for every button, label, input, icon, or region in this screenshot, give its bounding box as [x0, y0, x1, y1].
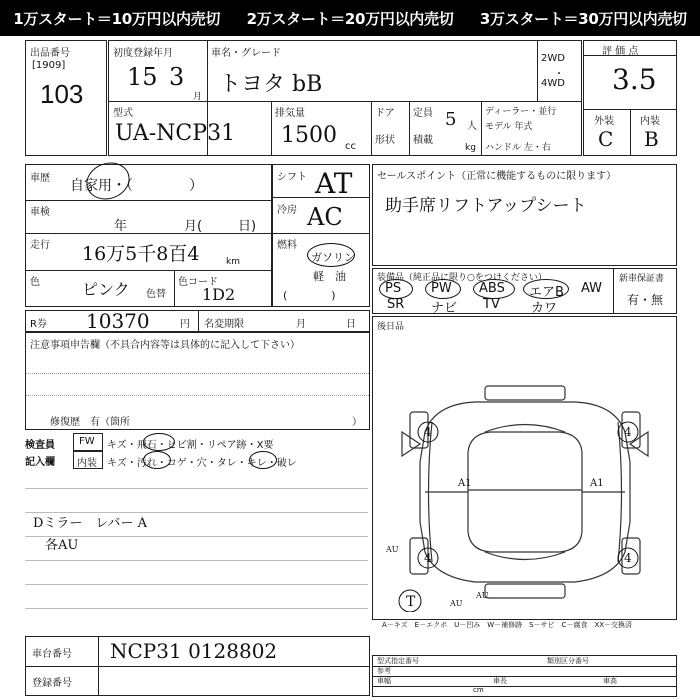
- color-change-label: 色替: [146, 289, 166, 300]
- lot-number-box: [25, 40, 107, 156]
- abs-circle: [473, 279, 515, 299]
- private-use-circle: [81, 157, 135, 206]
- fuel-diesel: 軽 油: [313, 270, 346, 283]
- banner-start-3: 3万スタート＝30万円以内売切: [479, 9, 687, 28]
- history-label: 車歴: [30, 173, 50, 184]
- ac-label: 冷房: [277, 205, 297, 216]
- inspection-year: 年: [114, 219, 128, 234]
- model-value: UA-NCP31: [115, 121, 236, 146]
- damage-mark-right: A1: [590, 478, 604, 489]
- banner-start-2: 2万スタート＝20万円以内売切: [246, 9, 454, 28]
- shift-box: [272, 164, 370, 307]
- spec-type-number: 型式指定番号: [377, 657, 419, 665]
- spec-class-number: 類別区分番号: [547, 657, 589, 665]
- displacement-label: 排気量: [275, 108, 305, 119]
- equip-navi: ナビ: [431, 301, 458, 316]
- equip-airbag: エアB: [529, 285, 564, 300]
- equipment-box: [372, 268, 677, 314]
- first-reg-label: 初度登録年月: [113, 48, 173, 59]
- repair-history-end: ）: [352, 417, 362, 428]
- color-code-value: 1D2: [202, 285, 236, 304]
- model-year-label: モデル 年式: [485, 122, 533, 132]
- color-code-label: 色コード: [178, 277, 218, 288]
- recycle-unit: 円: [180, 319, 190, 330]
- ps-circle: [379, 279, 413, 299]
- damage-mark-fl: 4: [424, 425, 432, 439]
- pw-circle: [425, 279, 461, 299]
- name-change-month: 月: [296, 319, 306, 330]
- spec-ref: 参考: [377, 667, 391, 675]
- warranty-label: 新車保証書: [619, 274, 665, 284]
- fuel-gasoline: ガソリン: [311, 251, 355, 264]
- chip-circle: [143, 433, 175, 451]
- lot-label: 出品番号: [30, 48, 70, 59]
- grade-value: 3.5: [612, 63, 657, 96]
- name-change-day: 日: [346, 319, 356, 330]
- recycle-label: R券: [30, 319, 47, 330]
- cargo-unit: kg: [465, 143, 476, 153]
- fuel-label: 燃料: [277, 240, 297, 251]
- airbag-circle: [523, 279, 569, 299]
- interior-label: 内装: [640, 116, 660, 127]
- damage-mark-left: A1: [458, 478, 472, 489]
- first-reg-year: 15: [127, 63, 158, 91]
- sag-circle: [249, 451, 277, 469]
- displacement-unit: cc: [345, 141, 356, 152]
- capacity-value: 5: [445, 109, 457, 130]
- remark-line-1: Dミラー レバー A: [33, 516, 148, 531]
- drive-sep: ・: [554, 69, 564, 80]
- exterior-grade: C: [598, 127, 614, 151]
- warranty-value: 有・無: [627, 293, 664, 307]
- fuel-other: ( ): [283, 289, 336, 302]
- spec-length: 車長: [493, 677, 507, 685]
- door-label: ドア: [375, 108, 395, 119]
- damage-mark-au3: AU: [476, 591, 489, 600]
- interior-items: キズ・汚れ・コゲ・穴・タレ・キレ・破レ: [107, 458, 297, 469]
- inspector-label-1: 検査員: [25, 440, 55, 451]
- inspector-section: [25, 433, 368, 469]
- damage-mark-au2: AU: [450, 599, 463, 608]
- color-label: 色: [30, 277, 40, 288]
- remarks-area: [25, 474, 368, 626]
- chassis-value: NCP31 0128802: [110, 639, 278, 663]
- damage-mark-rl: 4: [424, 551, 432, 565]
- exterior-label: 外装: [594, 116, 614, 127]
- damage-mark-t: T: [406, 594, 416, 610]
- car-name-value: トヨタ bB: [219, 72, 323, 97]
- inspector-label-2: 記入欄: [25, 457, 55, 468]
- sales-point-label: セールスポイント（正常に機能するものに限ります）: [377, 171, 617, 182]
- next-owner-label: 後日品: [377, 322, 405, 332]
- spec-box: [372, 655, 677, 697]
- inspection-label: 車検: [30, 207, 50, 218]
- drive-2wd: 2WD: [541, 53, 565, 64]
- name-change-label: 名変期限: [204, 319, 244, 330]
- recycle-box: [25, 310, 370, 332]
- equip-abs: ABS: [479, 281, 505, 296]
- shift-label: シフト: [277, 172, 307, 183]
- gasoline-circle: [307, 243, 355, 267]
- damage-legend: A－キズ E－エクボ U－凹み W－補修跡 S－サビ C－腐食 XX－交換済: [382, 621, 633, 629]
- spec-height: 車高: [603, 677, 617, 685]
- handle-label: ハンドル 左・右: [485, 143, 551, 153]
- registration-label: 登録番号: [32, 678, 72, 689]
- spec-cm: cm: [473, 686, 484, 694]
- inspection-month: 月(: [184, 219, 203, 234]
- spec-width: 車幅: [377, 677, 391, 685]
- equip-tv: TV: [483, 297, 500, 312]
- lot-code: [1909]: [32, 60, 66, 71]
- first-reg-month-unit: 月: [193, 92, 203, 102]
- inspection-day: 日): [238, 219, 257, 234]
- price-banner: [0, 0, 700, 36]
- chassis-label: 車台番号: [32, 649, 72, 660]
- damage-mark-fr: 4: [624, 425, 632, 439]
- damage-mark-rr: 4: [624, 551, 632, 565]
- drive-4wd: 4WD: [541, 78, 565, 89]
- fw-head: FW: [79, 436, 95, 447]
- history-value: 自家用・（ ）: [70, 178, 203, 194]
- recycle-value: 10370: [86, 309, 150, 333]
- shape-label: 形状: [375, 135, 395, 146]
- mileage-value: 16万5千8百4: [82, 243, 200, 265]
- interior-grade: B: [644, 127, 659, 151]
- displacement-value: 1500: [281, 123, 337, 148]
- car-name-label: 車名・グレード: [211, 48, 281, 59]
- equip-ps: PS: [385, 281, 402, 296]
- equipment-label: 装備品（純正品に限り○をつけください）: [377, 273, 547, 283]
- vehicle-info-box: [108, 40, 582, 156]
- mileage-unit: km: [226, 257, 240, 267]
- shift-value: AT: [315, 167, 353, 200]
- color-value: ピンク: [82, 280, 130, 299]
- mileage-label: 走行: [30, 240, 50, 251]
- chassis-box: [25, 636, 370, 696]
- banner-start-1: 1万スタート＝10万円以内売切: [13, 9, 221, 28]
- sales-point-box: [372, 164, 677, 266]
- first-reg-month: 3: [169, 63, 185, 91]
- grade-box: [583, 40, 677, 156]
- grade-label: 評 価 点: [602, 46, 639, 57]
- lot-number: 103: [40, 79, 84, 109]
- interior-head: 内装: [77, 458, 97, 469]
- ac-value: AC: [307, 203, 343, 231]
- capacity-label: 定員: [413, 108, 433, 119]
- model-label: 型式: [113, 108, 133, 119]
- sales-point-value: 助手席リフトアップシート: [385, 196, 587, 216]
- equip-aw: AW: [581, 281, 603, 296]
- notes-box: [25, 332, 370, 430]
- remark-line-2: 各AU: [45, 538, 79, 553]
- equip-leather: カワ: [531, 301, 558, 316]
- vehicle-damage-diagram: [380, 372, 670, 612]
- history-box: [25, 164, 272, 307]
- dealer-label: ディーラー・並行: [485, 107, 557, 117]
- cargo-label: 積載: [413, 135, 433, 146]
- damage-mark-au1: AU: [386, 545, 399, 554]
- equip-pw: PW: [431, 281, 452, 296]
- capacity-unit: 人: [467, 121, 477, 132]
- fw-items: キズ・飛石・ヒビ割・リペア跡・X要: [107, 440, 274, 451]
- dirt-circle: [143, 451, 171, 469]
- equip-sr: SR: [387, 297, 405, 312]
- notes-label: 注意事項申告欄（不具合内容等は具体的に記入して下さい）: [30, 340, 300, 351]
- repair-history: 修復歴 有（箇所: [50, 417, 130, 428]
